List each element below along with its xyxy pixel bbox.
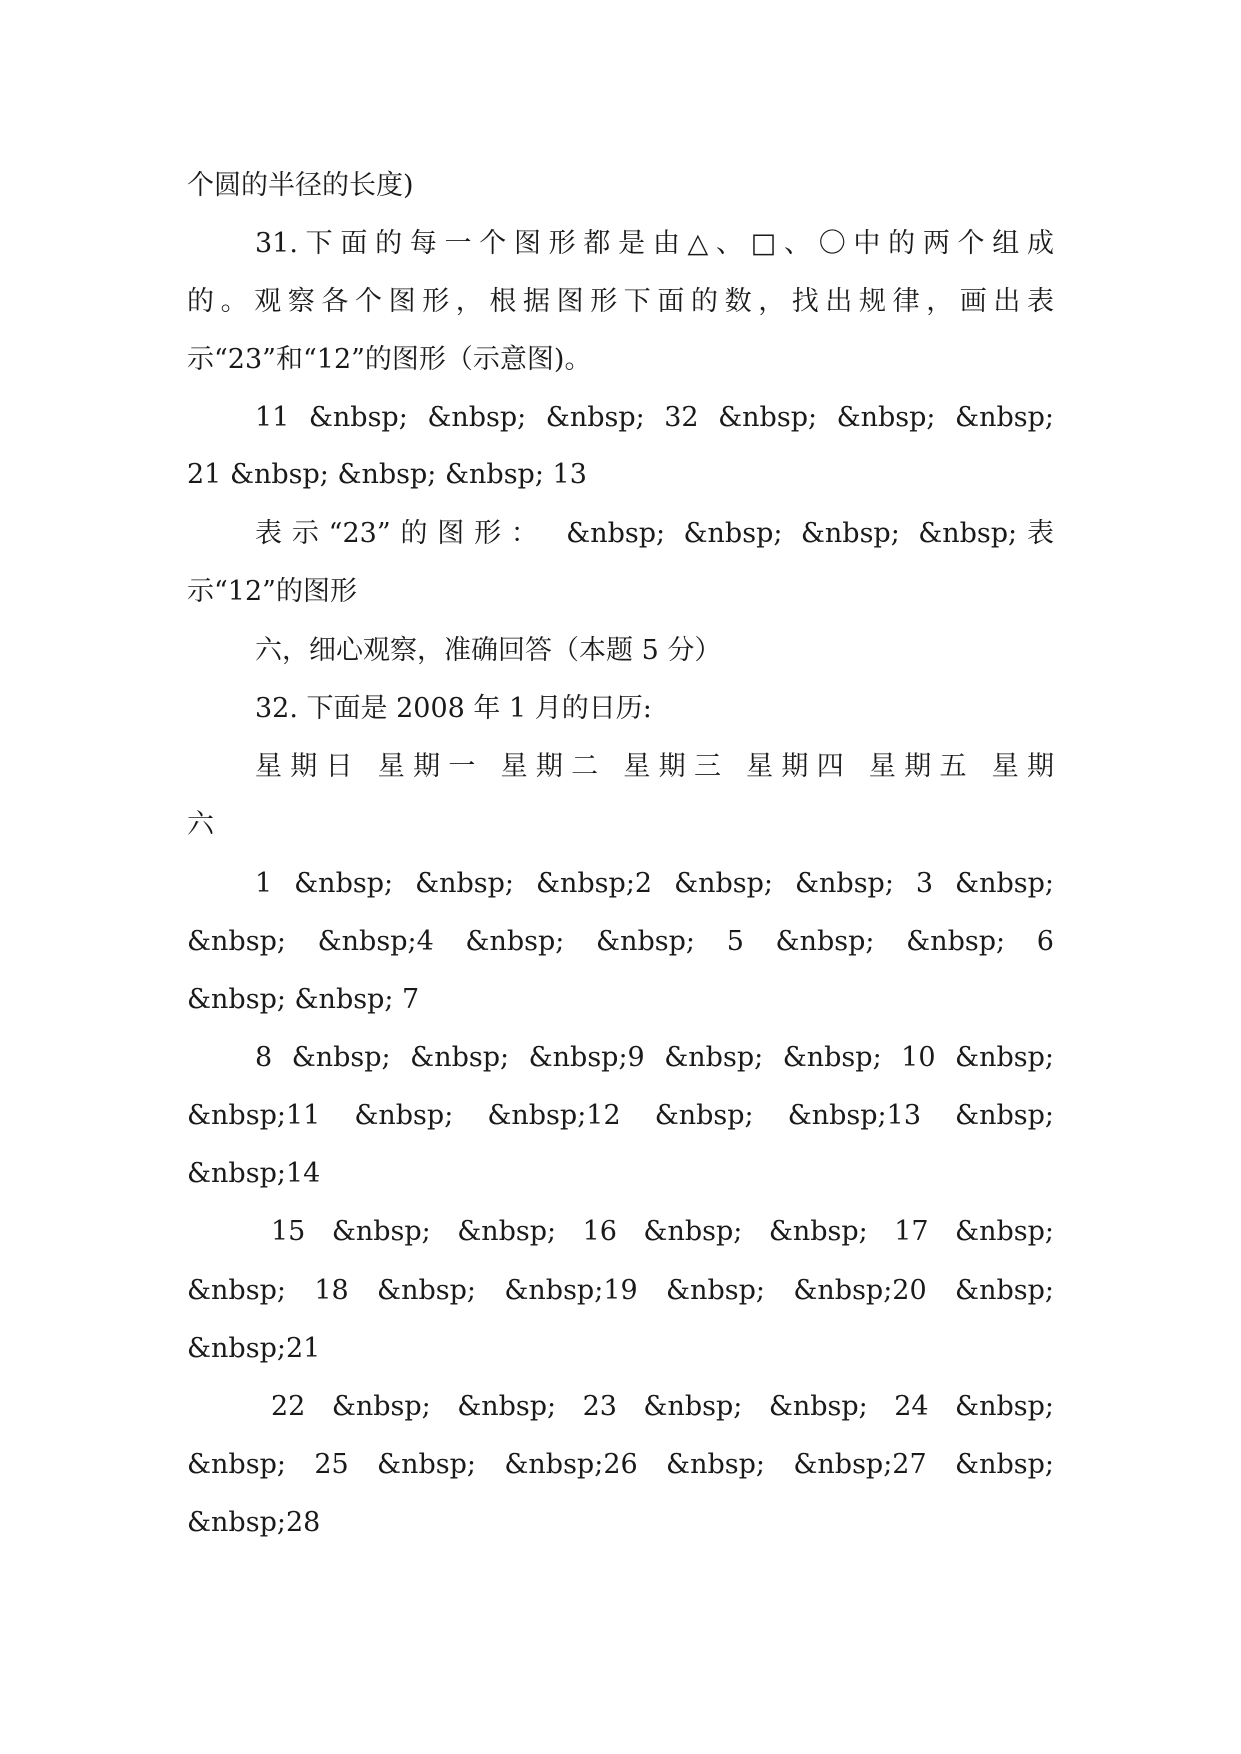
calendar-row-line: 8 &nbsp; &nbsp; &nbsp;9 &nbsp; &nbsp; 10 &nbsp;: [255, 1042, 1054, 1073]
calendar-row-line: &nbsp; 25 &nbsp; &nbsp;26 &nbsp; &nbsp;27 &nbsp;: [187, 1449, 1054, 1480]
section-heading: 六，细心观察，准确回答（本题 5 分）: [255, 635, 722, 666]
calendar-row-line: &nbsp; &nbsp; 7: [187, 984, 420, 1015]
question-32-line: 32. 下面是 2008 年 1 月的日历:: [255, 693, 652, 724]
weekday-header-line: 六: [187, 809, 214, 840]
text-line: 个圆的半径的长度): [187, 170, 414, 201]
question-31-line: 31.下面的每一个图形都是由△、□、〇中的两个组成: [255, 228, 1054, 259]
text-line: 示“12”的图形: [187, 576, 357, 607]
calendar-row-line: 15 &nbsp; &nbsp; 16 &nbsp; &nbsp; 17 &nbsp;: [271, 1216, 1054, 1247]
figure-numbers-line: 21 &nbsp; &nbsp; &nbsp; 13: [187, 459, 587, 490]
calendar-row-line: &nbsp;21: [187, 1333, 321, 1364]
text-line: 示“23”和“12”的图形（示意图)。: [187, 344, 592, 375]
calendar-row-line: &nbsp;28: [187, 1507, 321, 1538]
text-line: 的。观察各个图形，根据图形下面的数，找出规律，画出表: [187, 286, 1054, 317]
text-line: 表示“23”的图形： &nbsp; &nbsp; &nbsp; &nbsp;表: [255, 518, 1054, 549]
weekday-header-line: 星期日 星期一 星期二 星期三 星期四 星期五 星期: [255, 751, 1054, 782]
calendar-row-line: &nbsp; 18 &nbsp; &nbsp;19 &nbsp; &nbsp;20 &nbsp;: [187, 1275, 1054, 1306]
calendar-row-line: 1 &nbsp; &nbsp; &nbsp;2 &nbsp; &nbsp; 3 &nbsp;: [255, 868, 1054, 899]
figure-numbers-line: 11 &nbsp; &nbsp; &nbsp; 32 &nbsp; &nbsp; &nbsp;: [255, 402, 1054, 433]
calendar-row-line: &nbsp;14: [187, 1158, 321, 1189]
calendar-row-line: &nbsp; &nbsp;4 &nbsp; &nbsp; 5 &nbsp; &nbsp; 6: [187, 926, 1054, 957]
calendar-row-line: &nbsp;11 &nbsp; &nbsp;12 &nbsp; &nbsp;13 &nbsp;: [187, 1100, 1054, 1131]
calendar-row-line: 22 &nbsp; &nbsp; 23 &nbsp; &nbsp; 24 &nbsp;: [271, 1391, 1054, 1422]
